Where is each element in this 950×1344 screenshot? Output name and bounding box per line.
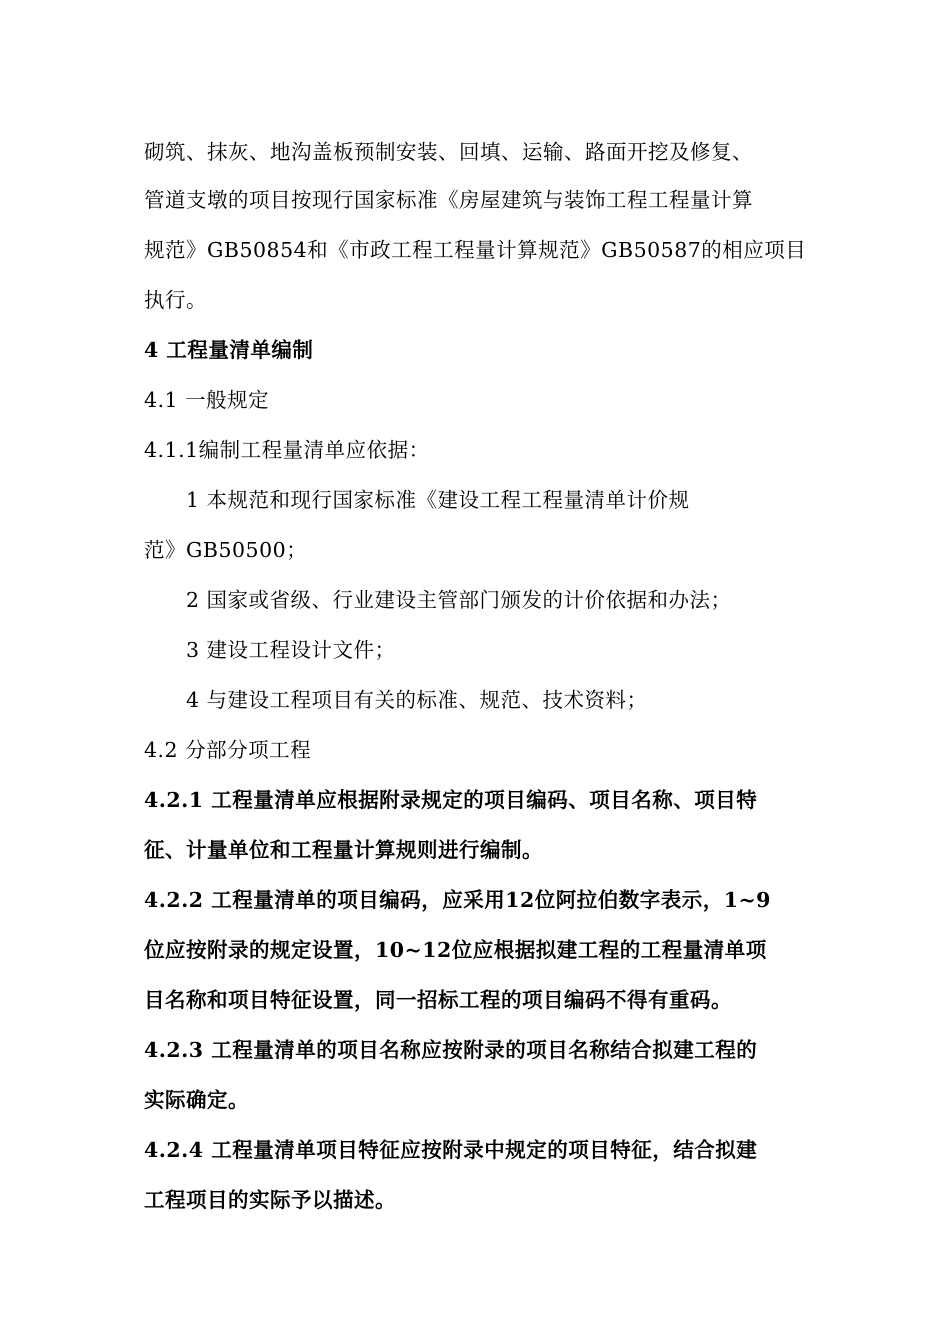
- clause-text: 工程项目的实际予以描述。: [144, 1188, 396, 1212]
- list-item: 1 本规范和现行国家标准《建设工程工程量清单计价规: [186, 488, 690, 512]
- list-item: 2 国家或省级、行业建设主管部门颁发的计价依据和办法；: [186, 588, 732, 612]
- clause-text: 征、计量单位和工程量计算规则进行编制。: [144, 838, 543, 862]
- body-text-line: 规范》GB50854和《市政工程工程量计算规范》GB50587的相应项目: [144, 238, 807, 262]
- list-item-continuation: 范》GB50500；: [144, 538, 308, 562]
- clause-text: 4.2.4 工程量清单项目特征应按附录中规定的项目特征，结合拟建: [144, 1138, 758, 1162]
- clause-text: 4.1.1编制工程量清单应依据：: [144, 438, 430, 462]
- clause-text: 实际确定。: [144, 1088, 249, 1112]
- subsection-heading: 4.2 分部分项工程: [144, 738, 312, 762]
- clause-text: 4.2.2 工程量清单的项目编码，应采用12位阿拉伯数字表示，1~9: [144, 888, 771, 912]
- clause-text: 4.2.3 工程量清单的项目名称应按附录的项目名称结合拟建工程的: [144, 1038, 758, 1062]
- clause-text: 目名称和项目特征设置，同一招标工程的项目编码不得有重码。: [144, 988, 732, 1012]
- clause-text: 位应按附录的规定设置，10~12位应根据拟建工程的工程量清单项: [144, 938, 767, 962]
- body-text-line: 管道支墩的项目按现行国家标准《房屋建筑与装饰工程工程量计算: [144, 188, 753, 212]
- list-item: 4 与建设工程项目有关的标准、规范、技术资料；: [186, 688, 648, 712]
- section-heading: 4 工程量清单编制: [144, 338, 314, 362]
- list-item: 3 建设工程设计文件；: [186, 638, 396, 662]
- clause-text: 4.2.1 工程量清单应根据附录规定的项目编码、项目名称、项目特: [144, 788, 758, 812]
- body-text-line: 执行。: [144, 288, 207, 312]
- subsection-heading: 4.1 一般规定: [144, 388, 270, 412]
- body-text-line: 砌筑、抹灰、地沟盖板预制安装、回填、运输、路面开挖及修复、: [144, 140, 753, 164]
